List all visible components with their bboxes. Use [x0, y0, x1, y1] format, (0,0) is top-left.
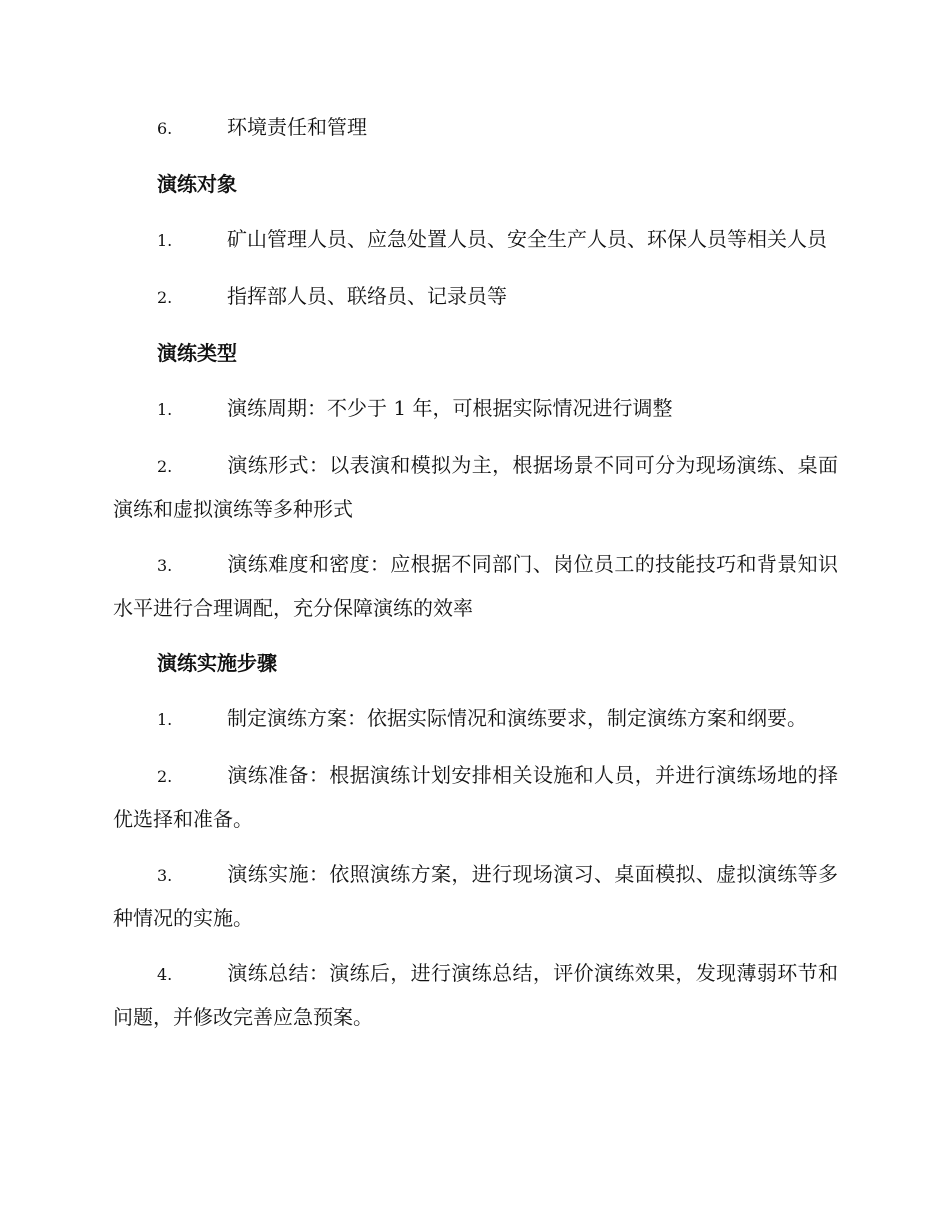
list-text: 演练形式：以表演和模拟为主，根据场景不同可分为现场演练、桌面演练和虚拟演练等多种形式: [113, 453, 838, 521]
list-number: 2.: [157, 457, 173, 476]
list-text: 演练周期：不少于 1 年，可根据实际情况进行调整: [227, 396, 673, 420]
list-text: 演练准备：根据演练计划安排相关设施和人员，并进行演练场地的择优选择和准备。: [113, 763, 838, 831]
list-text: 环境责任和管理: [227, 115, 367, 139]
list-number: 6.: [157, 119, 173, 138]
list-number: 1.: [157, 400, 173, 419]
list-number: 1.: [157, 710, 173, 729]
list-number: 4.: [157, 965, 173, 984]
list-number: 2.: [157, 288, 173, 307]
list-item: [113, 697, 838, 741]
list-text: 制定演练方案：依据实际情况和演练要求，制定演练方案和纲要。: [227, 706, 807, 730]
list-item: [113, 853, 838, 939]
list-text: 矿山管理人员、应急处置人员、安全生产人员、环保人员等相关人员: [227, 227, 827, 251]
list-number: 3.: [157, 866, 173, 885]
list-item: [113, 543, 838, 629]
list-item: [113, 444, 838, 530]
list-item: [113, 387, 838, 431]
list-text: 演练总结：演练后，进行演练总结，评价演练效果，发现薄弱环节和问题，并修改完善应急预案。: [113, 961, 838, 1029]
list-number: 2.: [157, 767, 173, 786]
list-item: [113, 106, 838, 150]
list-item: [113, 275, 838, 319]
list-text: 演练难度和密度：应根据不同部门、岗位员工的技能技巧和背景知识水平进行合理调配，充分保障演练的效率: [113, 552, 838, 620]
list-item: [113, 754, 838, 840]
section-heading: 演练实施步骤: [157, 651, 277, 675]
section-heading: 演练对象: [157, 172, 237, 196]
list-item: [113, 218, 838, 262]
list-text: 演练实施：依照演练方案，进行现场演习、桌面模拟、虚拟演练等多种情况的实施。: [113, 862, 838, 930]
list-text: 指挥部人员、联络员、记录员等: [227, 284, 507, 308]
list-number: 3.: [157, 556, 173, 575]
list-number: 1.: [157, 231, 173, 250]
section-heading: 演练类型: [157, 341, 237, 365]
list-item: [113, 952, 838, 1038]
